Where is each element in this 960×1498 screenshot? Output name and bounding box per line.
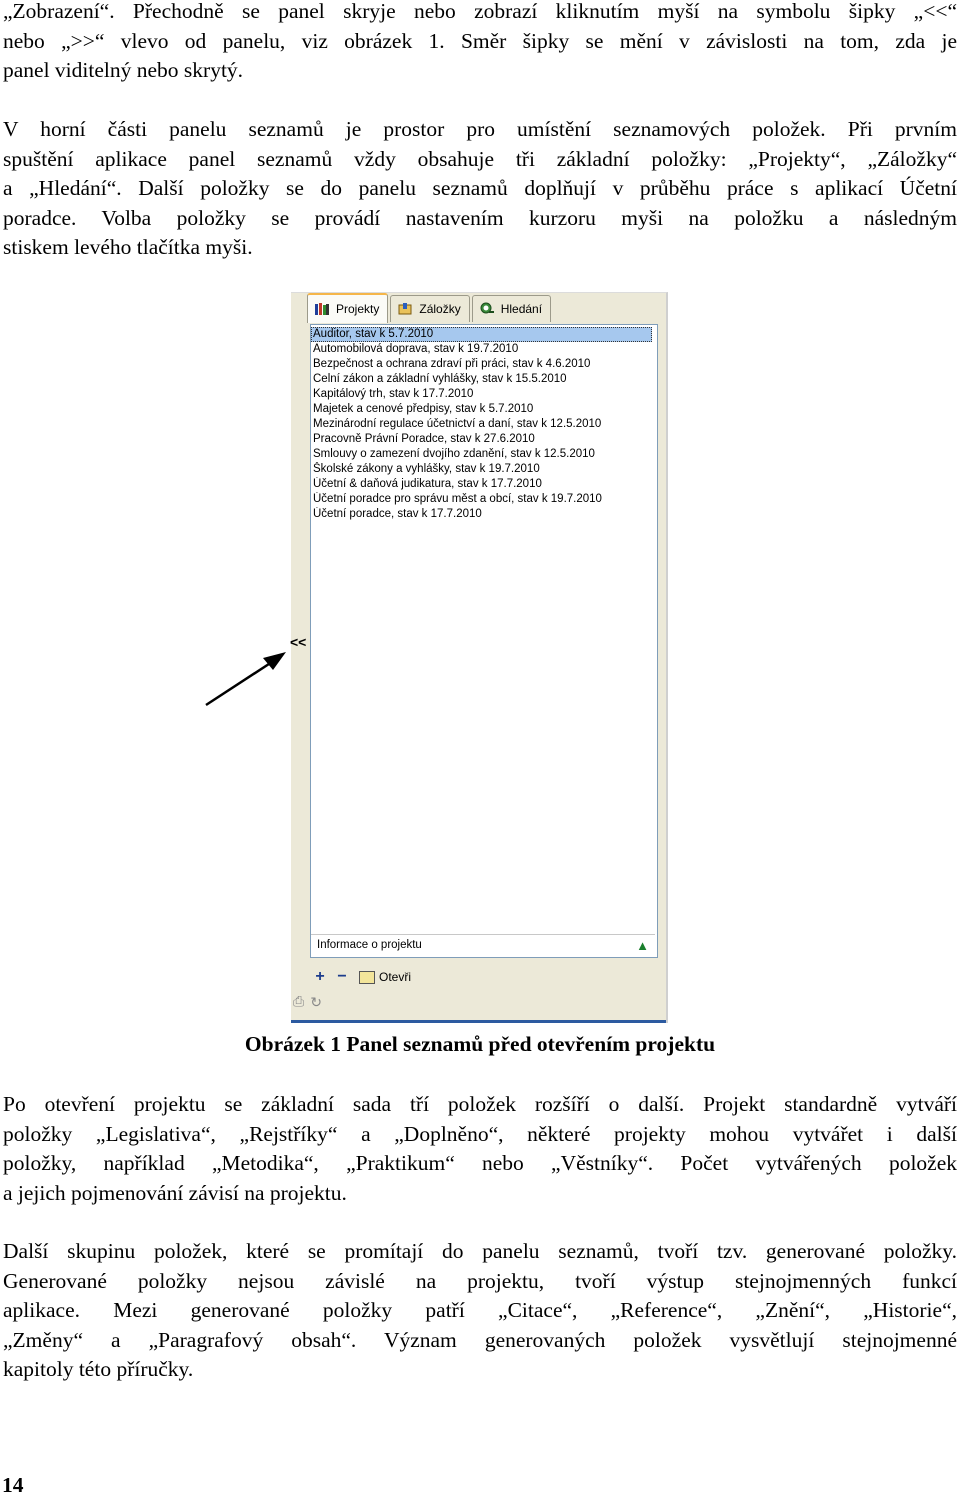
paragraph-line: „Zobrazení“. Přechodně se panel skryje nebo zobrazí kliknutím myší na symbolu šipky „<<“	[3, 0, 957, 23]
list-item[interactable]: Auditor, stav k 5.7.2010	[311, 327, 652, 342]
list-item[interactable]: Pracovně Právní Poradce, stav k 27.6.2010	[313, 433, 535, 445]
tab-projekty[interactable]	[307, 293, 388, 323]
tab-label: Projekty	[336, 302, 380, 316]
project-list	[310, 324, 658, 958]
search-icon	[479, 302, 495, 316]
paragraph-line: kapitoly této příručky.	[3, 1357, 194, 1381]
paragraph-line: a „Hledání“. Další položky se do panelu seznamů doplňují v průběhu práce s aplikací Účetní	[3, 176, 957, 200]
paragraph-line: aplikace. Mezi generované položky patří „Citace“, „Reference“, „Znění“, „Historie“,	[3, 1298, 957, 1322]
arrow-up-icon[interactable]: ▲	[636, 938, 649, 953]
collapse-panel-button[interactable]: <<	[290, 634, 307, 650]
paragraph-line: spuštění aplikace panel seznamů vždy obsahuje tři základní položky: „Projekty“, „Záložky“	[3, 146, 957, 171]
list-item[interactable]: Automobilová doprava, stav k 19.7.2010	[313, 343, 519, 355]
paragraph-line: Po otevření projektu se základní sada tří položek rozšíří o další. Projekt standardně vytváří	[3, 1092, 957, 1116]
panel-bottom-line	[291, 1020, 666, 1023]
list-item[interactable]: Kapitálový trh, stav k 17.7.2010	[313, 388, 474, 400]
tab-label: Hledání	[500, 302, 543, 316]
paragraph-2	[3, 115, 957, 263]
print-icon[interactable]: ⎙	[293, 995, 305, 1010]
panel-screenshot	[291, 292, 668, 1023]
list-item[interactable]: Smlouvy o zamezení dvojího zdanění, stav k 12.5.2010	[313, 448, 595, 460]
project-info-bar[interactable]	[311, 934, 655, 957]
open-button-label: Otevři	[379, 970, 412, 984]
page-number: 14	[2, 1473, 24, 1497]
paragraph-line: položky „Legislativa“, „Rejstříky“ a „Doplněno“, některé projekty mohou vytvářet i další	[3, 1121, 957, 1146]
paragraph-line: panel viditelný nebo skrytý.	[3, 58, 244, 82]
panel-tabs	[307, 295, 664, 323]
panel-bottom-icons	[293, 995, 322, 1012]
project-info-label: Informace o projektu	[317, 939, 422, 951]
list-item[interactable]: Celní zákon a základní vyhlášky, stav k 15.5.2010	[313, 373, 567, 385]
open-button[interactable]	[354, 966, 416, 988]
paragraph-1	[3, 0, 957, 86]
list-item[interactable]: Bezpečnost a ochrana zdraví při práci, stav k 4.6.2010	[313, 358, 591, 370]
remove-button[interactable]: −	[337, 968, 347, 985]
books-icon	[314, 302, 330, 316]
tab-label: Záložky	[419, 302, 461, 316]
bookmark-icon	[397, 302, 413, 316]
paragraph-line: nebo „>>“ vlevo od panelu, viz obrázek 1. Směr šipky se mění v závislosti na tom, zda je	[3, 28, 957, 53]
paragraph-line: poradce. Volba položky se provádí nastavením kurzoru myši na položku a následným	[3, 205, 957, 230]
paragraph-3	[3, 1090, 957, 1208]
paragraph-line: Další skupinu položek, které se promítají do panelu seznamů, tvoří tzv. generované položky.	[3, 1239, 957, 1263]
list-item[interactable]: Účetní & daňová judikatura, stav k 17.7.2010	[313, 478, 542, 490]
paragraph-line: položky, například „Metodika“, „Praktikum“ nebo „Věstníky“. Počet vytvářených položek	[3, 1151, 957, 1175]
panel-left-strip	[291, 293, 307, 1023]
tab-zalozky[interactable]	[390, 295, 469, 322]
paragraph-line: Generované položky nejsou závislé na projektu, tvoří výstup stejnojmenných funkcí	[3, 1268, 957, 1293]
list-item[interactable]: Majetek a cenové předpisy, stav k 5.7.2010	[313, 403, 534, 415]
figure-caption: Obrázek 1 Panel seznamů před otevřením projektu	[244, 1032, 716, 1056]
paragraph-line: a jejich pojmenování závisí na projektu.	[3, 1180, 347, 1205]
list-item[interactable]: Účetní poradce pro správu měst a obcí, stav k 19.7.2010	[313, 493, 602, 505]
add-button[interactable]: +	[315, 968, 325, 985]
tab-hledani[interactable]	[472, 295, 551, 322]
paragraph-4	[3, 1237, 957, 1385]
panel-toolbar	[310, 965, 656, 989]
refresh-icon[interactable]: ↻	[310, 996, 322, 1011]
folder-icon	[359, 971, 375, 984]
paragraph-line: stiskem levého tlačítka myši.	[3, 235, 253, 259]
list-item[interactable]: Školské zákony a vyhlášky, stav k 19.7.2010	[313, 463, 540, 475]
paragraph-line: „Změny“ a „Paragrafový obsah“. Význam generovaných položek vysvětlují stejnojmenné	[3, 1327, 957, 1352]
list-item[interactable]: Účetní poradce, stav k 17.7.2010	[313, 508, 482, 520]
list-item[interactable]: Mezinárodní regulace účetnictví a daní, stav k 12.5.2010	[313, 418, 602, 430]
paragraph-line: V horní části panelu seznamů je prostor pro umístění seznamových položek. Při prvním	[3, 117, 957, 141]
